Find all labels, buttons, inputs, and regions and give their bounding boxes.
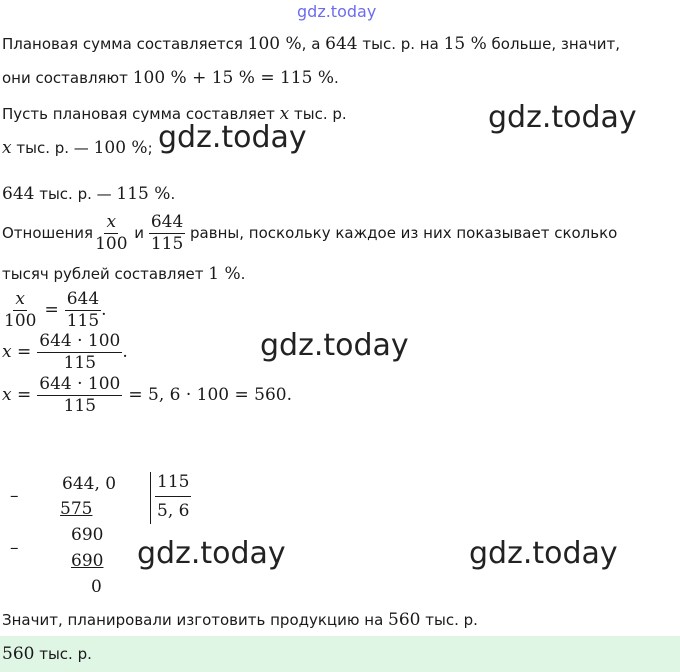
- text-segment: больше, значит,: [486, 35, 620, 53]
- text-segment: Отношения: [2, 224, 94, 242]
- dividend: 644, 0: [62, 474, 117, 494]
- answer-text: [2, 644, 92, 664]
- fraction: [37, 330, 122, 373]
- math-segment: x: [279, 104, 290, 124]
- quotient: 5, 6: [157, 501, 190, 521]
- fraction-denominator: 115: [63, 352, 97, 373]
- math-segment: .: [122, 342, 128, 362]
- fraction-numerator: 644: [66, 288, 100, 309]
- watermark: gdz.today: [158, 120, 307, 155]
- text-segment: Пусть плановая сумма составляет: [2, 105, 280, 123]
- fraction-numerator: 644: [150, 211, 184, 232]
- math-segment: 560: [388, 610, 421, 630]
- text-segment: ;: [147, 139, 153, 157]
- math-segment: x =: [2, 342, 32, 362]
- text-segment: равны, поскольку каждое из них показывает сколько: [185, 224, 618, 242]
- watermark: gdz.today: [137, 536, 286, 571]
- fraction-numerator: 644 · 100: [39, 330, 121, 351]
- math-segment: 1 %: [208, 264, 241, 284]
- text-line-7: [2, 264, 245, 284]
- math-segment: .: [101, 300, 107, 320]
- text-segment: .: [170, 185, 176, 203]
- division-bar-horizontal: [155, 496, 191, 497]
- fraction-denominator: 115: [63, 395, 97, 416]
- watermark: gdz.today: [488, 100, 637, 135]
- text-segment: тыс. р. на: [357, 35, 444, 53]
- text-segment: и: [129, 224, 149, 242]
- text-line-6: [2, 210, 617, 256]
- text-line-1: [2, 34, 620, 54]
- fraction: [149, 211, 185, 254]
- math-segment: 100 %: [247, 34, 302, 54]
- fraction: [37, 373, 122, 416]
- math-segment: 100 %: [93, 138, 148, 158]
- fraction: [2, 288, 38, 331]
- math-segment: 100 % + 15 % = 115 %: [132, 68, 334, 88]
- text-segment: .: [334, 69, 339, 87]
- text-segment: Значит, планировали изготовить продукцию на: [2, 611, 389, 629]
- text-segment: тыс. р.: [289, 105, 347, 123]
- fraction-numerator: x: [106, 211, 117, 232]
- math-segment: 560: [2, 644, 35, 664]
- fraction-denominator: 115: [66, 310, 100, 331]
- minus-sign-1: –: [10, 486, 19, 506]
- text-segment: тыс. р.: [34, 645, 92, 663]
- fraction-denominator: 100: [4, 310, 37, 331]
- text-segment: , а: [301, 35, 326, 53]
- equation-1: [2, 288, 107, 332]
- math-segment: = 5, 6 · 100 = 560.: [128, 385, 293, 405]
- minus-sign-2: –: [10, 538, 19, 558]
- divisor: 115: [157, 472, 190, 492]
- equation-2: [2, 330, 128, 374]
- math-segment: 115 %: [116, 184, 171, 204]
- watermark: gdz.today: [469, 536, 618, 571]
- watermark: gdz.today: [260, 328, 409, 363]
- text-segment: тысяч рублей составляет: [2, 265, 209, 283]
- math-segment: 15 %: [443, 34, 487, 54]
- subtrahend-1: 575: [60, 499, 93, 519]
- conclusion-line: [2, 610, 478, 630]
- math-segment: 644: [325, 34, 358, 54]
- text-line-4: [2, 138, 153, 158]
- division-bar-vertical: [150, 472, 151, 524]
- answer-box: [0, 636, 680, 672]
- text-segment: они составляют: [2, 69, 133, 87]
- fraction-denominator: 100: [95, 233, 128, 254]
- text-segment: тыс. р.: [420, 611, 478, 629]
- equation-3: [2, 372, 292, 418]
- subtrahend-2: 690: [71, 551, 104, 571]
- text-segment: тыс. р. —: [11, 139, 94, 157]
- equals-sign: =: [44, 300, 59, 320]
- fraction: [65, 288, 101, 331]
- fraction-numerator: x: [15, 288, 26, 309]
- text-line-2: [2, 68, 339, 88]
- text-segment: .: [240, 265, 246, 283]
- remainder-1: 690: [71, 525, 104, 545]
- fraction-denominator: 115: [150, 233, 184, 254]
- fraction: [93, 211, 129, 254]
- fraction-numerator: 644 · 100: [39, 373, 121, 394]
- text-segment: Плановая сумма составляется: [2, 35, 248, 53]
- math-segment: x =: [2, 385, 32, 405]
- math-segment: 644: [2, 184, 35, 204]
- watermark-top: gdz.today: [297, 2, 377, 21]
- text-line-5: [2, 184, 175, 204]
- text-segment: тыс. р. —: [34, 185, 117, 203]
- math-segment: x: [2, 138, 12, 158]
- remainder-final: 0: [91, 577, 102, 597]
